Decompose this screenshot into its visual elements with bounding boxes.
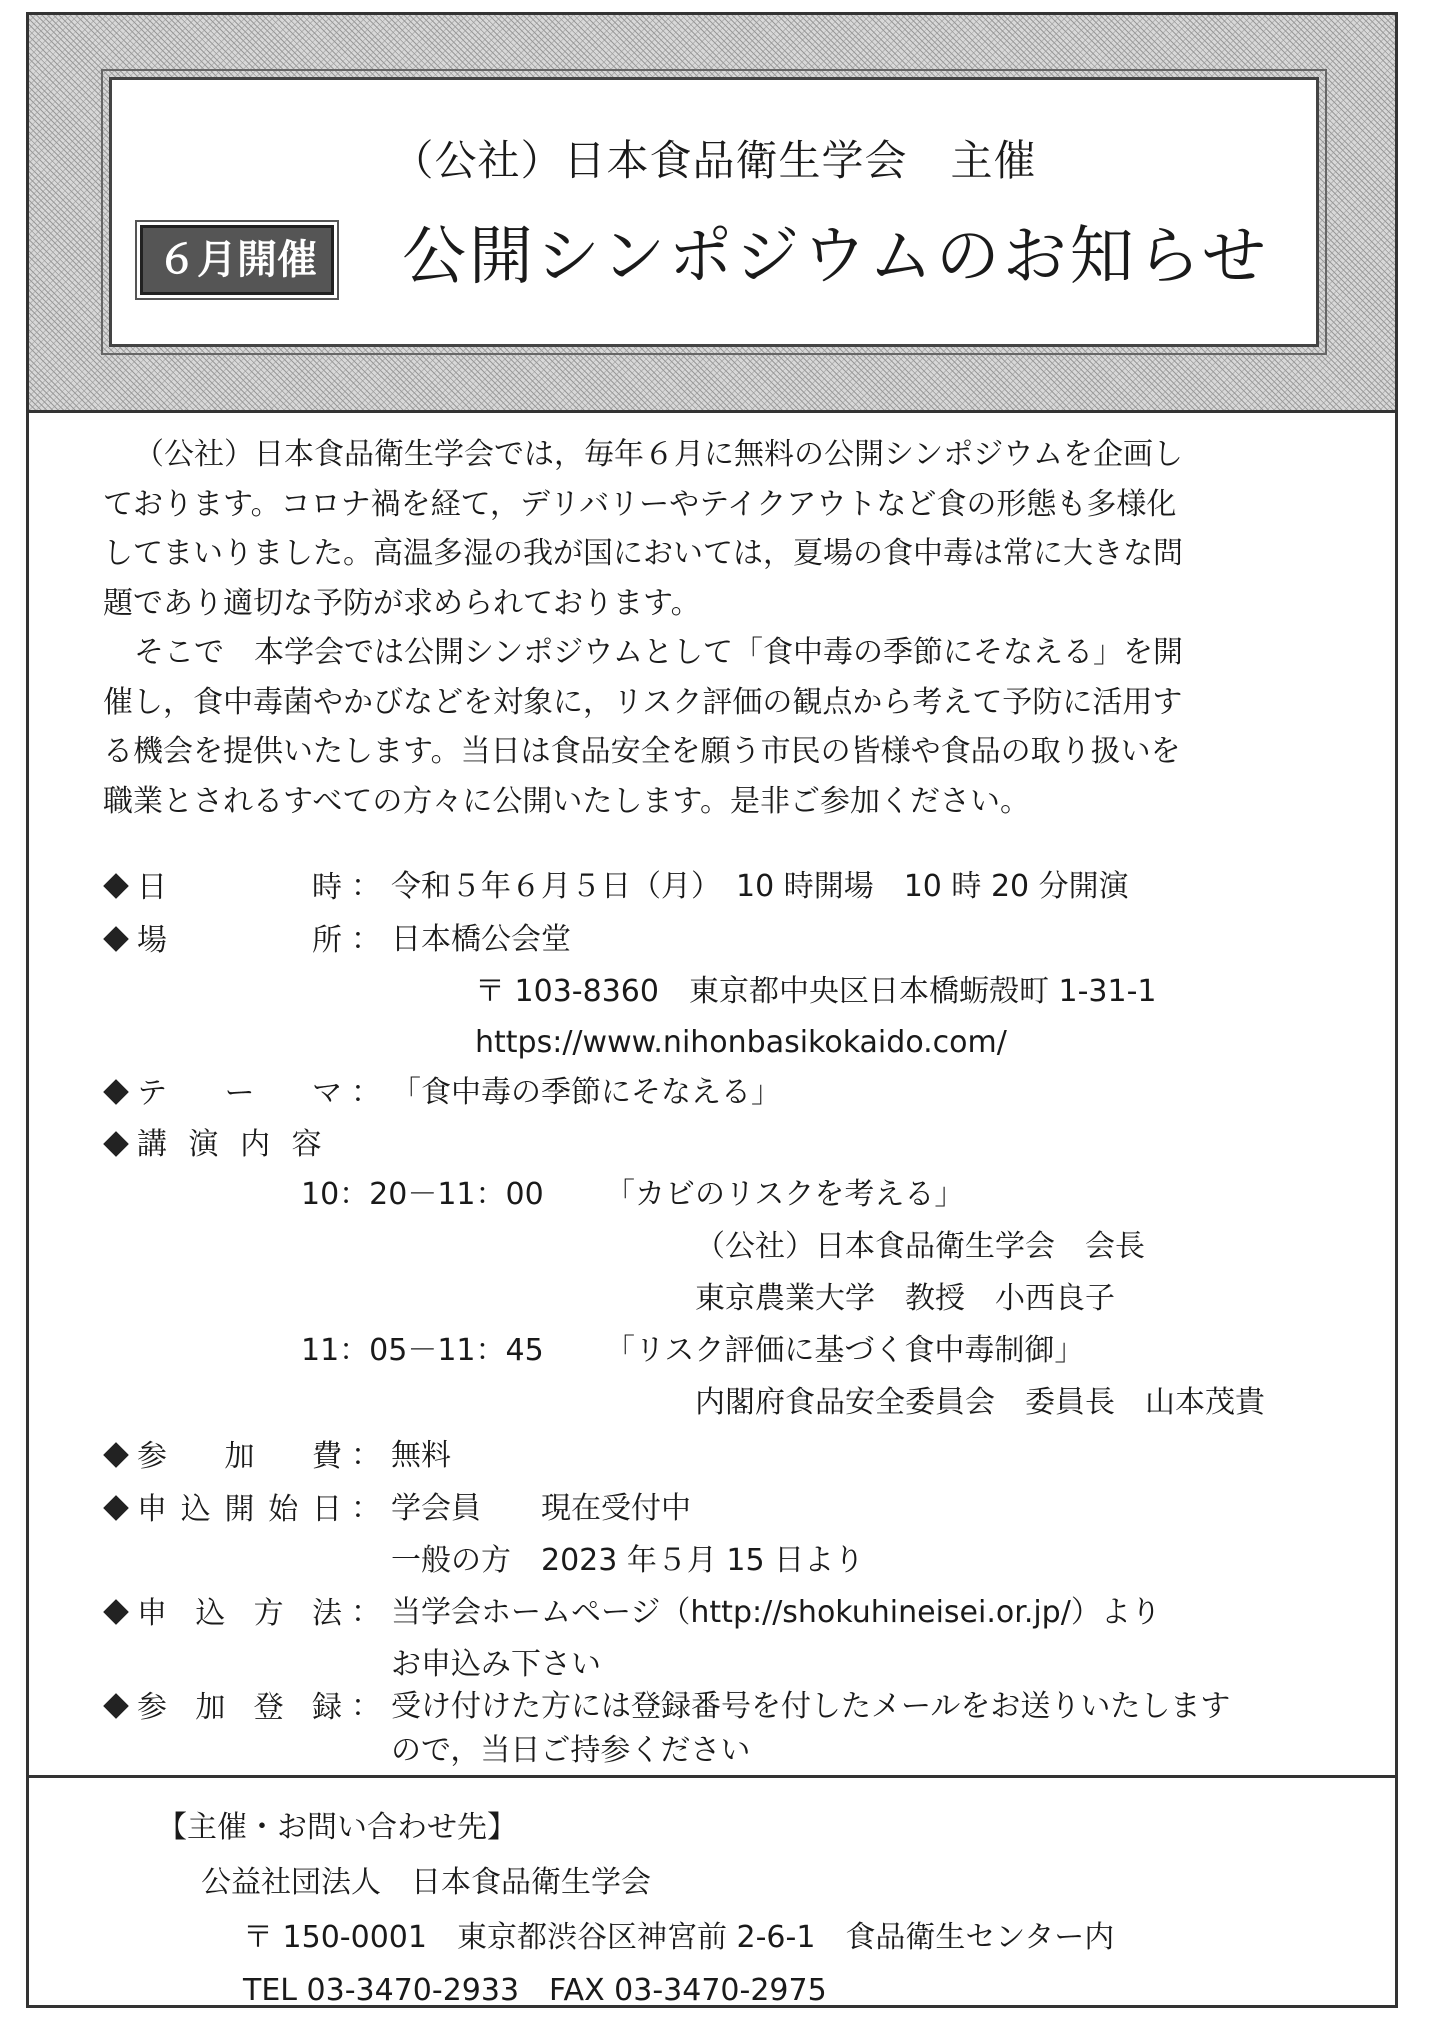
contact-address: 〒 150-0001 東京都渋谷区神宮前 2-6-1 食品衛生センター内 bbox=[243, 1920, 1115, 1955]
lectures-label: 講 演 内 容 bbox=[103, 1125, 368, 1165]
diamond-bullet-icon bbox=[103, 1131, 128, 1156]
method-value: 当学会ホームページ（http://shokuhineisei.or.jp/）より bbox=[391, 1595, 1161, 1630]
fee-value: 無料 bbox=[391, 1438, 451, 1473]
venue-url[interactable]: https://www.nihonbasikokaido.com/ bbox=[475, 1025, 1007, 1060]
contact-heading: 【主催・お問い合わせ先】 bbox=[157, 1810, 517, 1845]
lecture-time: 11：05－11：45 bbox=[301, 1333, 544, 1368]
diamond-bullet-icon bbox=[103, 1442, 128, 1467]
fee-label: 参 加 費 bbox=[103, 1436, 368, 1477]
theme-label: テ ー マ bbox=[103, 1073, 368, 1114]
registration-value: ので，当日ご持参ください bbox=[391, 1733, 751, 1768]
theme-value: 「食中毒の季節にそなえる」 bbox=[391, 1075, 781, 1110]
header-band bbox=[29, 15, 1395, 413]
start-value: 学会員 現在受付中 bbox=[391, 1491, 691, 1526]
contact-org: 公益社団法人 日本食品衛生学会 bbox=[201, 1865, 651, 1900]
header-box bbox=[109, 77, 1319, 347]
notice-frame: （公社）日本食品衛生学会 主催 ６月開催 公開シンポジウムのお知らせ （公社）日本食品衛生学会では，毎年６月に無料の公開シンポジウムを企画し ております。コロナ禍を経て，デリバリーやテイクアウトなど食の形態も多様化 してまいりました。高温多湿の我が国においては，夏場の食中毒は常に大きな問 題であり適切な予防が求められております。 そこで 本学会では公開シンポジウムとして「食中毒の季節にそなえる」を開 催し，食中毒菌やかびなどを対象に，リスク評価の観点から考えて予防に活用す る機会を提供いたします。当日は食品安全を願う市民の皆様や食品の取り扱いを 職業とされるすべての方々に公開いたします。是非ご参加ください。 日 時 ： 令和５年６月５日（月） 10 時開場 10 時 20 分開演 場 所 ： 日本橋公会堂 〒 103-8360 東京都中央区日本橋蛎殻町 1-31-1 https://www.nihonbasikokaido.com/ テ ー マ ： 「食中毒の季節にそなえる」 講 演 内 容 10：20－11：00 「カビのリスクを考える」 （公社）日本食品衛生学会 会長 東京農業大学 教授 小西良子 11：05－11：45 「リスク評価に基づく食中毒制御」 内閣府食品安全委員会 委員長 山本茂貴 参 加 費 ： 無料 申 込 開 始 日 ： 学会員 現在受付中 一般の方 2023 年５月 15 日より 申 込 方 法 ： 当学会ホームページ（http://shokuhineisei.or.jp/）より お申込み下さい 参 加 登 録 ： 受け付けた方には登録番号を付したメールをお送りいたします ので，当日ご持参ください 【主催・お問い合わせ先】 公益社団法人 日本食品衛生学会 〒 150-0001 東京都渋谷区神宮前 2-6-1 食品衛生センター内 TEL 03-3470-2933 FAX 03-3470-2975 bbox=[26, 12, 1398, 2008]
venue-name: 日本橋公会堂 bbox=[391, 922, 571, 957]
organizer-line: （公社）日本食品衛生学会 主催 bbox=[391, 136, 1037, 185]
registration-label: 参 加 登 録 bbox=[103, 1687, 368, 1728]
intro-paragraph: （公社）日本食品衛生学会では，毎年６月に無料の公開シンポジウムを企画し ております。コロナ禍を経て，デリバリーやテイクアウトなど食の形態も多様化 してまいりました。高温多湿の我が国においては，夏場の食中毒は常に大きな問 題であり適切な予防が求められております。 bbox=[103, 437, 1183, 621]
lecture-title: 「カビのリスクを考える」 bbox=[605, 1177, 965, 1212]
lecture-title: 「リスク評価に基づく食中毒制御」 bbox=[605, 1333, 1085, 1368]
method-value: お申込み下さい bbox=[391, 1647, 601, 1682]
month-badge: ６月開催 bbox=[140, 225, 334, 295]
page-title: 公開シンポジウムのお知らせ bbox=[402, 220, 1269, 294]
venue-label: 場 所 bbox=[103, 920, 368, 961]
datetime-label: 日 時 bbox=[103, 867, 368, 908]
lecture-speaker: 東京農業大学 教授 小西良子 bbox=[695, 1281, 1115, 1316]
datetime-value: 令和５年６月５日（月） 10 時開場 10 時 20 分開演 bbox=[391, 869, 1129, 904]
registration-value: 受け付けた方には登録番号を付したメールをお送りいたします bbox=[391, 1689, 1231, 1724]
contact-phone: TEL 03-3470-2933 FAX 03-3470-2975 bbox=[243, 1973, 827, 2008]
start-label: 申 込 開 始 日 bbox=[103, 1489, 368, 1530]
lecture-time: 10：20－11：00 bbox=[301, 1177, 544, 1212]
contact-divider bbox=[29, 1775, 1395, 1778]
lecture-speaker: （公社）日本食品衛生学会 会長 bbox=[695, 1229, 1145, 1264]
venue-address: 〒 103-8360 東京都中央区日本橋蛎殻町 1-31-1 bbox=[475, 974, 1157, 1009]
diamond-bullet-icon bbox=[103, 1079, 128, 1104]
diamond-bullet-icon bbox=[103, 926, 128, 951]
method-label: 申 込 方 法 bbox=[103, 1593, 368, 1634]
diamond-bullet-icon bbox=[103, 1599, 128, 1624]
diamond-bullet-icon bbox=[103, 1495, 128, 1520]
lecture-speaker: 内閣府食品安全委員会 委員長 山本茂貴 bbox=[695, 1385, 1265, 1420]
start-value: 一般の方 2023 年５月 15 日より bbox=[391, 1543, 865, 1578]
intro-paragraph: そこで 本学会では公開シンポジウムとして「食中毒の季節にそなえる」を開 催し，食中毒菌やかびなどを対象に，リスク評価の観点から考えて予防に活用す る機会を提供いたします。当日は食品安全を願う市民の皆様や食品の取り扱いを 職業とされるすべての方々に公開いたします。是非ご参加ください。 bbox=[103, 635, 1183, 819]
diamond-bullet-icon bbox=[103, 1693, 128, 1718]
diamond-bullet-icon bbox=[103, 873, 128, 898]
intro-text bbox=[103, 430, 1353, 826]
